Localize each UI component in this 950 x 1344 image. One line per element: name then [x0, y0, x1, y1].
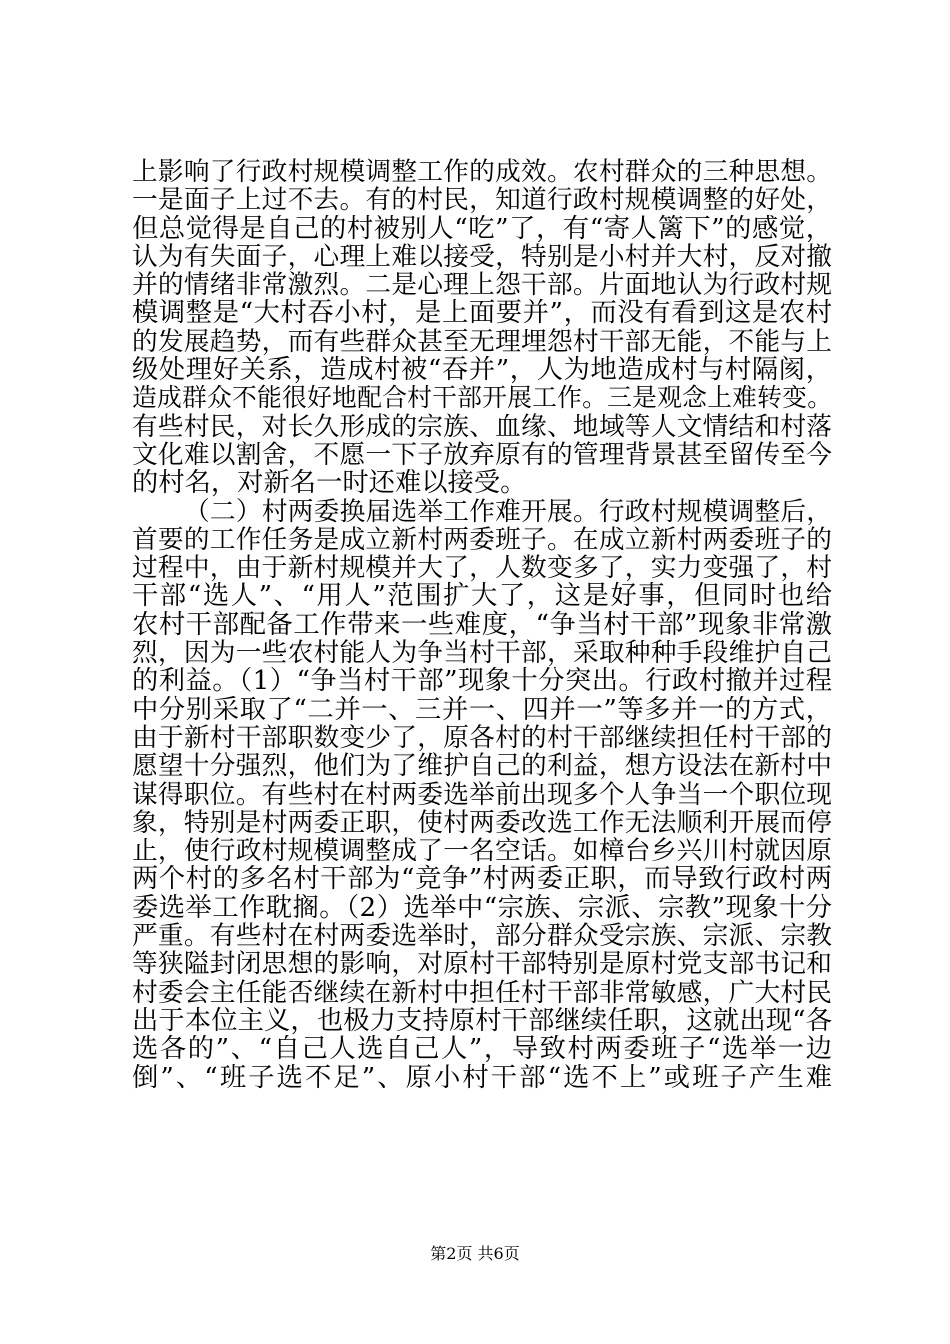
text-line: 严重。有些村在村两委选举时，部分群众受宗族、宗派、宗教	[132, 921, 832, 952]
text-line: 止，使行政村规模调整成了一名空话。如樟台乡兴川村就因原	[132, 836, 832, 867]
text-line: 委选举工作耽搁。（2）选举中“宗族、宗派、宗教”现象十分	[132, 892, 832, 923]
text-line: 认为有失面子，心理上难以接受，特别是小村并大村，反对撤	[132, 241, 832, 272]
text-line: 村委会主任能否继续在新村中担任村干部非常敏感，广大村民	[132, 977, 832, 1008]
text-line: 文化难以割舍，不愿一下子放弃原有的管理背景甚至留传至今	[132, 439, 832, 470]
text-line: 中分别采取了“二并一、三并一、四并一”等多并一的方式，	[132, 694, 832, 725]
document-body	[132, 158, 832, 1092]
text-line: 的利益。（1）“争当村干部”现象十分突出。行政村撤并过程	[132, 666, 832, 697]
page-number-footer: 第2页 共6页	[430, 1244, 520, 1263]
text-line: 出于本位主义，也极力支持原村干部继续任职，这就出现“各	[132, 1005, 832, 1036]
text-line: 级处理好关系，造成村被“吞并”，人为地造成村与村隔阂，	[132, 355, 832, 386]
text-line: 谋得职位。有些村在村两委选举前出现多个人争当一个职位现	[132, 779, 832, 810]
text-line: 造成群众不能很好地配合村干部开展工作。三是观念上难转变。	[132, 383, 832, 413]
text-line: 等狭隘封闭思想的影响，对原村干部特别是原村党支部书记和	[132, 949, 832, 980]
text-line: 并的情绪非常激烈。二是心理上怨干部。片面地认为行政村规	[132, 270, 832, 301]
text-line: 农村干部配备工作带来一些难度，“争当村干部”现象非常激	[132, 609, 832, 640]
text-line: 烈，因为一些农村能人为争当村干部，采取种种手段维护自己	[132, 638, 832, 669]
text-line: 模调整是“大村吞小村，是上面要并”，而没有看到这是农村	[132, 298, 832, 329]
text-line: 但总觉得是自己的村被别人“吃”了，有“寄人篱下”的感觉，	[132, 213, 832, 244]
text-line: 象，特别是村两委正职，使村两委改选工作无法顺利开展而停	[132, 807, 832, 838]
text-line: 过程中，由于新村规模并大了，人数变多了，实力变强了，村	[132, 553, 832, 584]
text-line: 首要的工作任务是成立新村两委班子。在成立新村两委班子的	[132, 524, 832, 555]
text-line: 干部“选人”、“用人”范围扩大了，这是好事，但同时也给	[132, 581, 832, 612]
text-line: 两个村的多名村干部为“竞争”村两委正职，而导致行政村两	[132, 864, 832, 895]
section-heading-line: （二）村两委换届选举工作难开展。行政村规模调整后，	[184, 496, 832, 527]
text-line: 选各的”、“自己人选自己人”，导致村两委班子“选举一边	[132, 1034, 832, 1065]
text-line: 一是面子上过不去。有的村民，知道行政村规模调整的好处，	[132, 185, 832, 216]
text-line: 的村名，对新名一时还难以接受。	[132, 468, 527, 499]
text-line: 倒”、“班子选不足”、原小村干部“选不上”或班子产生难	[132, 1062, 832, 1093]
text-line: 愿望十分强烈，他们为了维护自己的利益，想方设法在新村中	[132, 751, 832, 782]
text-line: 的发展趋势，而有些群众甚至无理埋怨村干部无能，不能与上	[132, 326, 832, 357]
text-line: 由于新村干部职数变少了，原各村的村干部继续担任村干部的	[132, 722, 832, 753]
text-line: 有些村民，对长久形成的宗族、血缘、地域等人文情结和村落	[132, 411, 832, 442]
text-line: 上影响了行政村规模调整工作的成效。农村群众的三种思想。	[132, 157, 832, 187]
